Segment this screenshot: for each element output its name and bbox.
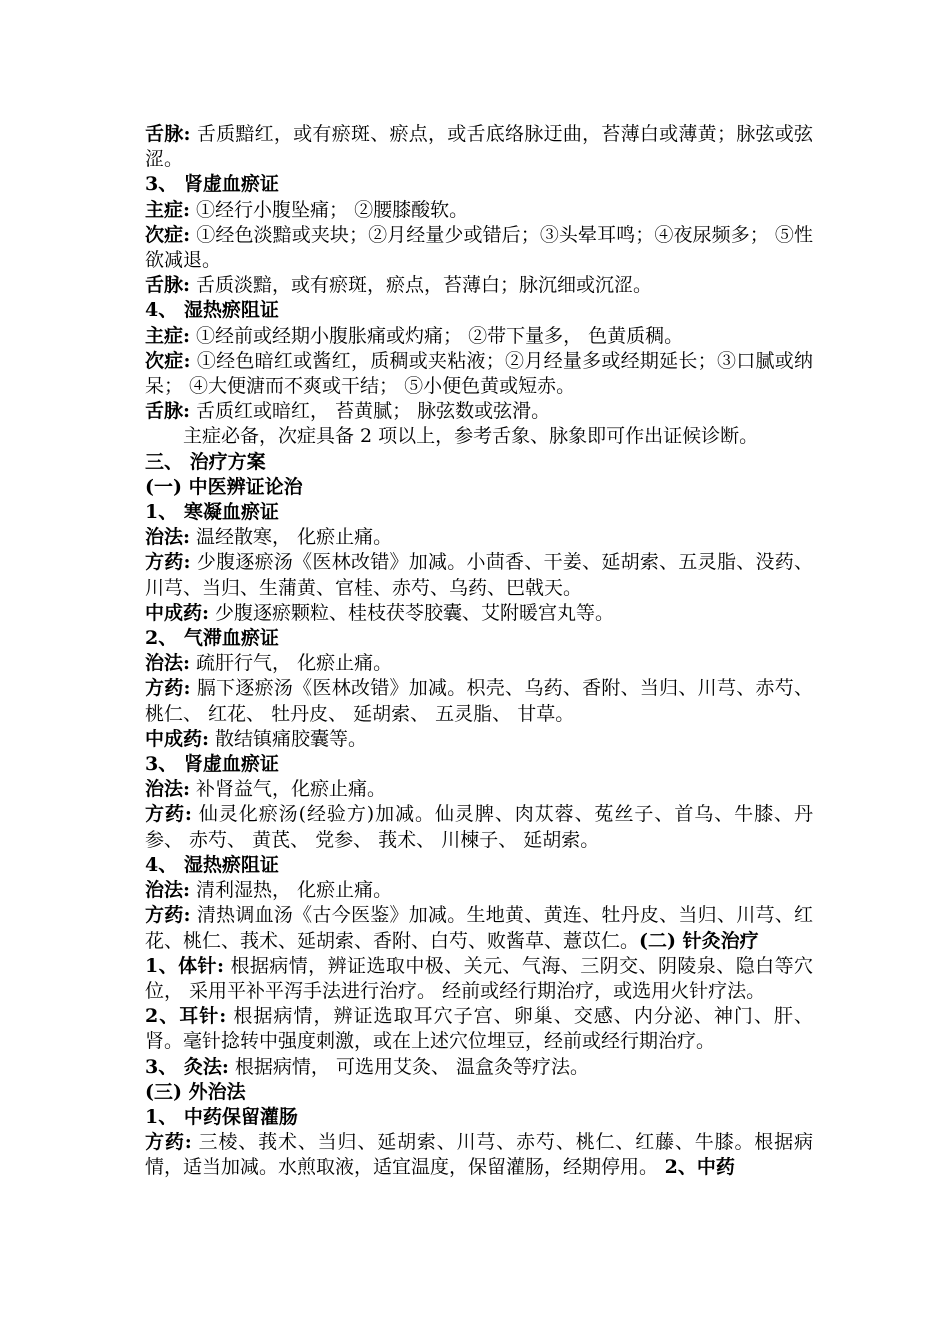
label-tongue-pulse: 舌脉: — [145, 400, 191, 423]
paragraph-method-4 — [145, 878, 813, 903]
text-method: 清利湿热， 化瘀止痛。 — [190, 879, 393, 902]
text-patent-medicine: 少腹逐瘀颗粒、桂枝茯苓胶囊、艾附暖宫丸等。 — [209, 601, 615, 624]
text-prescription: 清热调血汤《古今医鉴》加减。生地黄、黄连、牡丹皮、当归、川芎、红花、桃仁、莪术、延胡索、香附、白芍、败酱草、薏苡仁。 — [145, 904, 814, 952]
text-main-symptoms: ①经前或经期小腹胀痛或灼痛； ②带下量多， 色黄质稠。 — [190, 324, 684, 347]
paragraph-prescription-4 — [145, 903, 813, 953]
paragraph-secondary-symptoms-3 — [145, 223, 813, 273]
label-method: 治法: — [145, 652, 191, 675]
paragraph-moxibustion — [145, 1055, 813, 1080]
heading-kidney-deficiency-syndrome: 3、 肾虚血瘀证 — [145, 173, 279, 196]
paragraph-enema-prescription — [145, 1130, 813, 1180]
label-body-acupuncture: 1、体针: — [145, 954, 224, 977]
heading-kidney-deficiency-treatment: 3、 肾虚血瘀证 — [145, 753, 279, 776]
label-ear-acupuncture: 2、耳针: — [145, 1005, 227, 1028]
text-secondary-symptoms: ①经色暗红或酱红，质稠或夹粘液；②月经量多或经期延长；③口腻或纳呆； ④大便溏而不爽或干结； ⑤小便色黄或短赤。 — [145, 349, 814, 398]
paragraph-method-1 — [145, 525, 813, 550]
text-moxibustion: 根据病情， 可选用艾灸、 温盒灸等疗法。 — [228, 1055, 589, 1078]
text-prescription: 膈下逐瘀汤《医林改错》加减。枳壳、乌药、香附、当归、川芎、赤芍、 桃仁、 红花、 牡丹皮、 延胡索、 五灵脂、 甘草。 — [145, 677, 814, 725]
paragraph-method-2 — [145, 651, 813, 676]
text-prescription: 仙灵化瘀汤(经验方)加减。仙灵脾、肉苁蓉、菟丝子、首乌、牛膝、丹参、 赤芍、 黄芪、 党参、 莪术、 川楝子、 延胡索。 — [145, 803, 813, 851]
paragraph-prescription-1 — [145, 550, 813, 600]
paragraph-tongue-pulse-3 — [145, 273, 813, 298]
label-moxibustion: 3、 灸法: — [145, 1055, 229, 1078]
heading-acupuncture: (二) 针灸治疗 — [639, 929, 759, 952]
paragraph-method-3 — [145, 777, 813, 802]
label-method: 治法: — [145, 778, 191, 801]
label-patent-medicine: 中成药: — [145, 727, 210, 750]
label-main-symptoms: 主症: — [145, 198, 191, 221]
heading-external-treatment: (三) 外治法 — [145, 1080, 246, 1103]
label-prescription: 方药: — [145, 803, 192, 826]
heading-next-section: 2、中药 — [658, 1156, 735, 1179]
label-secondary-symptoms: 次症: — [145, 349, 191, 372]
label-tongue-pulse: 舌脉: — [145, 123, 191, 145]
label-secondary-symptoms: 次症: — [145, 223, 191, 246]
text-prescription: 三棱、莪术、当归、延胡索、川芎、赤芍、桃仁、红藤、牛膝。根据病情，适当加减。水煎取液，适宜温度，保留灌肠，经期停用。 — [145, 1131, 814, 1179]
heading-treatment-plan: 三、 治疗方案 — [145, 450, 266, 473]
heading-qi-stagnation: 2、 气滞血瘀证 — [145, 627, 279, 650]
paragraph-main-symptoms-4 — [145, 324, 813, 349]
text-method: 补肾益气，化瘀止痛。 — [190, 778, 387, 801]
heading-damp-heat-syndrome: 4、 湿热瘀阻证 — [145, 299, 279, 322]
label-method: 治法: — [145, 879, 191, 902]
paragraph-tongue-pulse-2 — [145, 122, 813, 172]
label-method: 治法: — [145, 526, 191, 549]
document-page — [145, 122, 813, 1181]
label-prescription: 方药: — [145, 551, 191, 574]
label-prescription: 方药: — [145, 904, 191, 927]
heading-cold-stagnation: 1、 寒凝血瘀证 — [145, 501, 279, 524]
label-prescription: 方药: — [145, 1131, 192, 1154]
heading-damp-heat-treatment: 4、 湿热瘀阻证 — [145, 853, 279, 876]
label-prescription: 方药: — [145, 677, 191, 700]
text-patent-medicine: 散结镇痛胶囊等。 — [209, 727, 368, 750]
text-method: 疏肝行气， 化瘀止痛。 — [190, 652, 393, 675]
text-secondary-symptoms: ①经色淡黯或夹块；②月经量少或错后；③头晕耳鸣；④夜尿频多； ⑤性欲减退。 — [145, 223, 813, 272]
paragraph-prescription-3 — [145, 802, 813, 852]
text-method: 温经散寒， 化瘀止痛。 — [190, 526, 393, 549]
paragraph-main-symptoms-3 — [145, 198, 813, 223]
heading-retention-enema: 1、 中药保留灌肠 — [145, 1105, 298, 1128]
text-tongue-pulse: 舌质黯红，或有瘀斑、瘀点，或舌底络脉迂曲，苔薄白或薄黄；脉弦或弦涩。 — [145, 123, 814, 171]
paragraph-tongue-pulse-4 — [145, 399, 813, 424]
text-body-acupuncture: 根据病情，辨证选取中极、关元、气海、三阴交、阴陵泉、隐白等穴位， 采用平补平泻手法进行治疗。 经前或经行期治疗，或选用火针疗法。 — [145, 954, 813, 1002]
paragraph-prescription-2 — [145, 676, 813, 726]
paragraph-patent-medicine-2 — [145, 727, 813, 752]
heading-tcm-differentiation: (一) 中医辨证论治 — [145, 475, 303, 498]
paragraph-secondary-symptoms-4 — [145, 349, 813, 399]
text-tongue-pulse: 舌质红或暗红， 苔黄腻； 脉弦数或弦滑。 — [190, 400, 551, 423]
paragraph-patent-medicine-1 — [145, 601, 813, 626]
label-patent-medicine: 中成药: — [145, 601, 210, 624]
text-ear-acupuncture: 根据病情，辨证选取耳穴子宫、卵巢、交感、内分泌、神门、肝、肾。毫针捻转中强度刺激，或在上述穴位埋豆，经前或经行期治疗。 — [145, 1005, 814, 1053]
label-tongue-pulse: 舌脉: — [145, 274, 191, 297]
paragraph-ear-acupuncture — [145, 1004, 813, 1054]
diagnosis-note: 主症必备，次症具备 2 项以上，参考舌象、脉象即可作出证候诊断。 — [183, 425, 759, 448]
text-tongue-pulse: 舌质淡黯，或有瘀斑，瘀点，苔薄白；脉沉细或沉涩。 — [190, 274, 653, 297]
text-main-symptoms: ①经行小腹坠痛； ②腰膝酸软。 — [190, 198, 469, 221]
paragraph-body-acupuncture — [145, 954, 813, 1004]
text-prescription: 少腹逐瘀汤《医林改错》加减。小茴香、干姜、延胡索、五灵脂、没药、川芎、当归、生蒲黄、官桂、赤芍、乌药、巴戟天。 — [145, 551, 814, 599]
label-main-symptoms: 主症: — [145, 324, 191, 347]
